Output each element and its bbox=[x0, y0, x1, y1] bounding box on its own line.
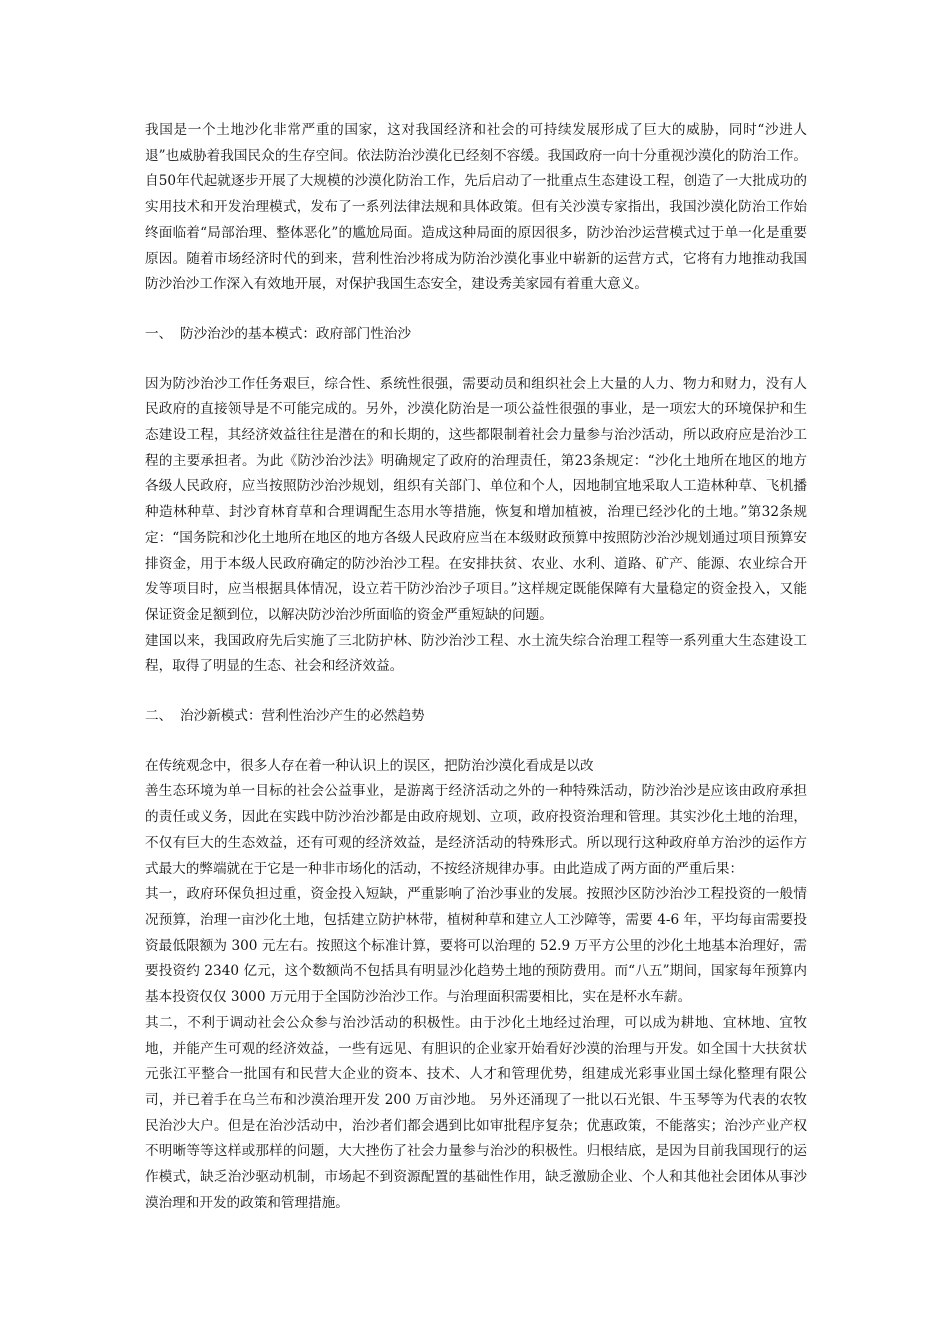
body-paragraph: 建国以来，我国政府先后实施了三北防护林、防沙治沙工程、水土流失综合治理工程等一系列重大生态建设工程，取得了明显的生态、社会和经济效益。 bbox=[145, 632, 807, 675]
section-heading-1 bbox=[145, 322, 807, 348]
body-paragraph: 在传统观念中，很多人存在着一种认识上的误区，把防治沙漠化看成是以改 bbox=[145, 757, 594, 774]
section-title: 防沙治沙的基本模式：政府部门性治沙 bbox=[180, 325, 412, 342]
section-number: 一、 bbox=[145, 325, 173, 342]
body-paragraph: 其二，不利于调动社会公众参与治沙活动的积极性。由于沙化土地经过治理，可以成为耕地、宜林地、宜牧地，并能产生可观的经济效益，一些有远见、有胆识的企业家开始看好沙漠的治理与开发。如全国十大扶贫状元张江平整合一批国有和民营大企业的资本、技术、人才和管理优势，组建成光彩事业国土绿化整理有限公司，并已着手在乌兰布和沙漠治理开发 200 万亩沙地。 另外还涌现了一批以石光银、牛玉琴等为代表的农牧民治沙大户。但是在治沙活动中，治沙者们都会遇到比如审批程序复杂；优惠政策，不能落实；治沙产业产权不明晰等等这样或那样的问题，大大挫伤了社会力量参与治沙的积极性。归根结底，是因为目前我国现行的运作模式，缺乏治沙驱动机制，市场起不到资源配置的基础性作用，缺乏激励企业、个人和其他社会团体从事沙漠治理和开发的政策和管理措施。 bbox=[145, 1014, 807, 1211]
document-page bbox=[145, 118, 807, 1216]
section-number: 二、 bbox=[145, 708, 173, 725]
body-paragraph: 善生态环境为单一目标的社会公益事业，是游离于经济活动之外的一种特殊活动，防沙治沙是应该由政府承担的责任或义务，因此在实践中防沙治沙都是由政府规划、立项，政府投资治理和管理。其实沙化土地的治理，不仅有巨大的生态效益，还有可观的经济效益，是经济活动的特殊形式。所以现行这种政府单方治沙的运作方式最大的弊端就在于它是一种非市场化的活动，不按经济规律办事。由此造成了两方面的严重后果： bbox=[145, 783, 807, 877]
body-paragraph: 因为防沙治沙工作任务艰巨，综合性、系统性很强，需要动员和组织社会上大量的人力、物力和财力，没有人民政府的直接领导是不可能完成的。另外，沙漠化防治是一项公益性很强的事业，是一项宏大的环境保护和生态建设工程，其经济效益往往是潜在的和长期的，这些都限制着社会力量参与治沙活动，所以政府应是治沙工程的主要承担者。为此《防沙治沙法》明确规定了政府的治理责任，第23条规定：“沙化土地所在地区的地方各级人民政府，应当按照防沙治沙规划，组织有关部门、单位和个人，因地制宜地采取人工造林种草、飞机播种造林种草、封沙育林育草和合理调配生态用水等措施，恢复和增加植被，治理已经沙化的土地。”第32条规定：“国务院和沙化土地所在地区的地方各级人民政府应当在本级财政预算中按照防沙治沙规划通过项目预算安排资金，用于本级人民政府确定的防沙治沙工程。在安排扶贫、农业、水利、道路、矿产、能源、农业综合开发等项目时，应当根据具体情况，设立若干防沙治沙子项目。”这样规定既能保障有大量稳定的资金投入，又能保证资金足额到位，以解决防沙治沙所面临的资金严重短缺的问题。 bbox=[145, 375, 807, 623]
section-heading-2 bbox=[145, 704, 807, 730]
section-title: 治沙新模式：营利性治沙产生的必然趋势 bbox=[180, 708, 425, 725]
body-paragraph: 其一，政府环保负担过重，资金投入短缺，严重影响了治沙事业的发展。按照沙区防沙治沙工程投资的一般情况预算，治理一亩沙化土地，包括建立防护林带，植树种草和建立人工沙障等，需要 4-6 年，平均每亩需要投资最低限额为 300 元左右。按照这个标准计算，要将可以治理的 52.9 万平方公里的沙化土地基本治理好，需要投资约 2340 亿元，这个数额尚不包括具有明显沙化趋势土地的预防费用。而“八五”期间，国家每年预算内基本投资仅仅 3000 万元用于全国防沙治沙工作。与治理面积需要相比，实在是杯水车薪。 bbox=[145, 886, 807, 1006]
intro-paragraph: 我国是一个土地沙化非常严重的国家，这对我国经济和社会的可持续发展形成了巨大的威胁，同时“沙进人退”也威胁着我国民众的生存空间。依法防治沙漠化已经刻不容缓。我国政府一向十分重视沙漠化的防治工作。自50年代起就逐步开展了大规模的沙漠化防治工作，先后启动了一批重点生态建设工程，创造了一大批成功的实用技术和开发治理模式，发布了一系列法律法规和具体政策。但有关沙漠专家指出，我国沙漠化防治工作始终面临着“局部治理、整体恶化”的尴尬局面。造成这种局面的原因很多，防沙治沙运营模式过于单一化是重要原因。随着市场经济时代的到来，营利性治沙将成为防治沙漠化事业中崭新的运营方式，它将有力地推动我国防沙治沙工作深入有效地开展，对保护我国生态安全，建设秀美家园有着重大意义。 bbox=[145, 122, 807, 293]
